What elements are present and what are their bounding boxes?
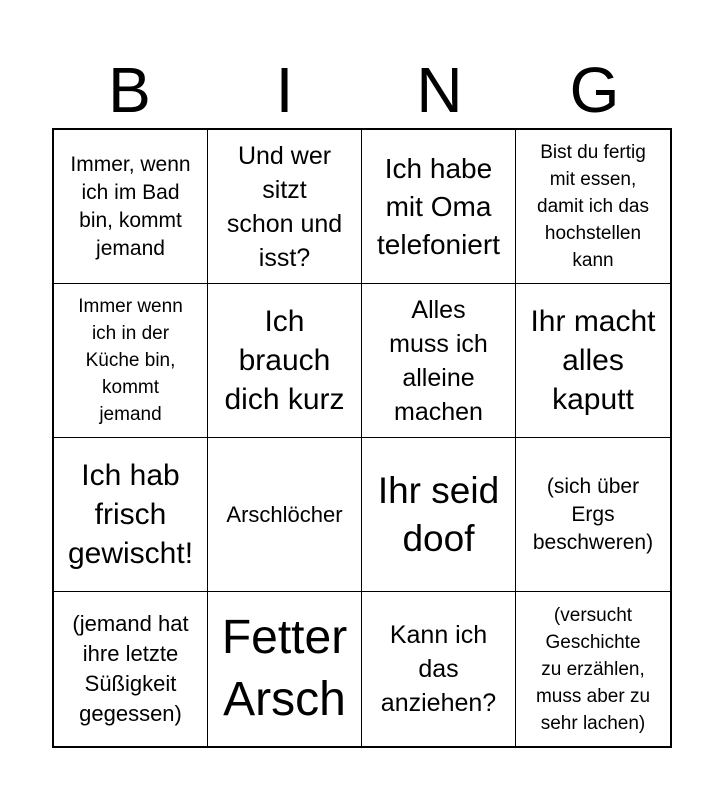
cell-text: Fetter Arsch xyxy=(221,611,348,726)
title-letter-i: I xyxy=(275,54,294,126)
cell-text: Und wer sitzt schon und isst? xyxy=(226,141,343,272)
bingo-cell-4-3[interactable] xyxy=(362,592,516,746)
bingo-cell-1-4[interactable] xyxy=(516,130,670,284)
cell-text: (jemand hat ihre letzte Süßigkeit gegessen) xyxy=(72,611,189,726)
cell-text: Ich habe mit Oma telefoniert xyxy=(377,152,500,260)
bingo-cell-2-3[interactable] xyxy=(362,284,516,438)
bingo-cell-1-3[interactable] xyxy=(362,130,516,284)
cell-text: Bist du fertig mit essen, damit ich das hochstellen kann xyxy=(537,142,649,271)
cell-text: Kann ich das anziehen? xyxy=(380,621,497,717)
bingo-cell-2-1[interactable] xyxy=(54,284,208,438)
cell-text: Arschlöcher xyxy=(226,501,343,527)
cell-text: (versucht Geschichte zu erzählen, muss aber zu sehr lachen) xyxy=(535,604,651,734)
cell-text: Ihr macht alles kaputt xyxy=(530,305,656,416)
bingo-cell-1-2[interactable] xyxy=(208,130,362,284)
bingo-card-grid xyxy=(52,128,672,748)
title-letter-b: B xyxy=(108,54,151,126)
bingo-cell-2-4[interactable] xyxy=(516,284,670,438)
bingo-cell-3-1[interactable] xyxy=(54,438,208,592)
title-letter-g: G xyxy=(569,54,620,126)
bingo-cell-4-2[interactable] xyxy=(208,592,362,746)
cell-text: Immer, wenn ich im Bad bin, kommt jemand xyxy=(70,152,191,260)
bingo-cell-4-1[interactable] xyxy=(54,592,208,746)
cell-text: (sich über Ergs beschweren) xyxy=(532,474,654,554)
cell-text: Immer wenn ich in der Küche bin, kommt jemand xyxy=(78,296,183,425)
bingo-cell-3-2[interactable] xyxy=(208,438,362,592)
cell-text: Alles muss ich alleine machen xyxy=(389,295,488,426)
bingo-cell-4-4[interactable] xyxy=(516,592,670,746)
bingo-cell-1-1[interactable] xyxy=(54,130,208,284)
cell-text: Ich brauch dich kurz xyxy=(224,305,345,416)
cell-text: Ihr seid doof xyxy=(377,469,500,559)
bingo-cell-3-3[interactable] xyxy=(362,438,516,592)
bingo-title xyxy=(52,52,672,128)
title-letter-n: N xyxy=(416,54,463,126)
bingo-cell-2-2[interactable] xyxy=(208,284,362,438)
cell-text: Ich hab frisch gewischt! xyxy=(67,459,194,570)
bingo-cell-3-4[interactable] xyxy=(516,438,670,592)
